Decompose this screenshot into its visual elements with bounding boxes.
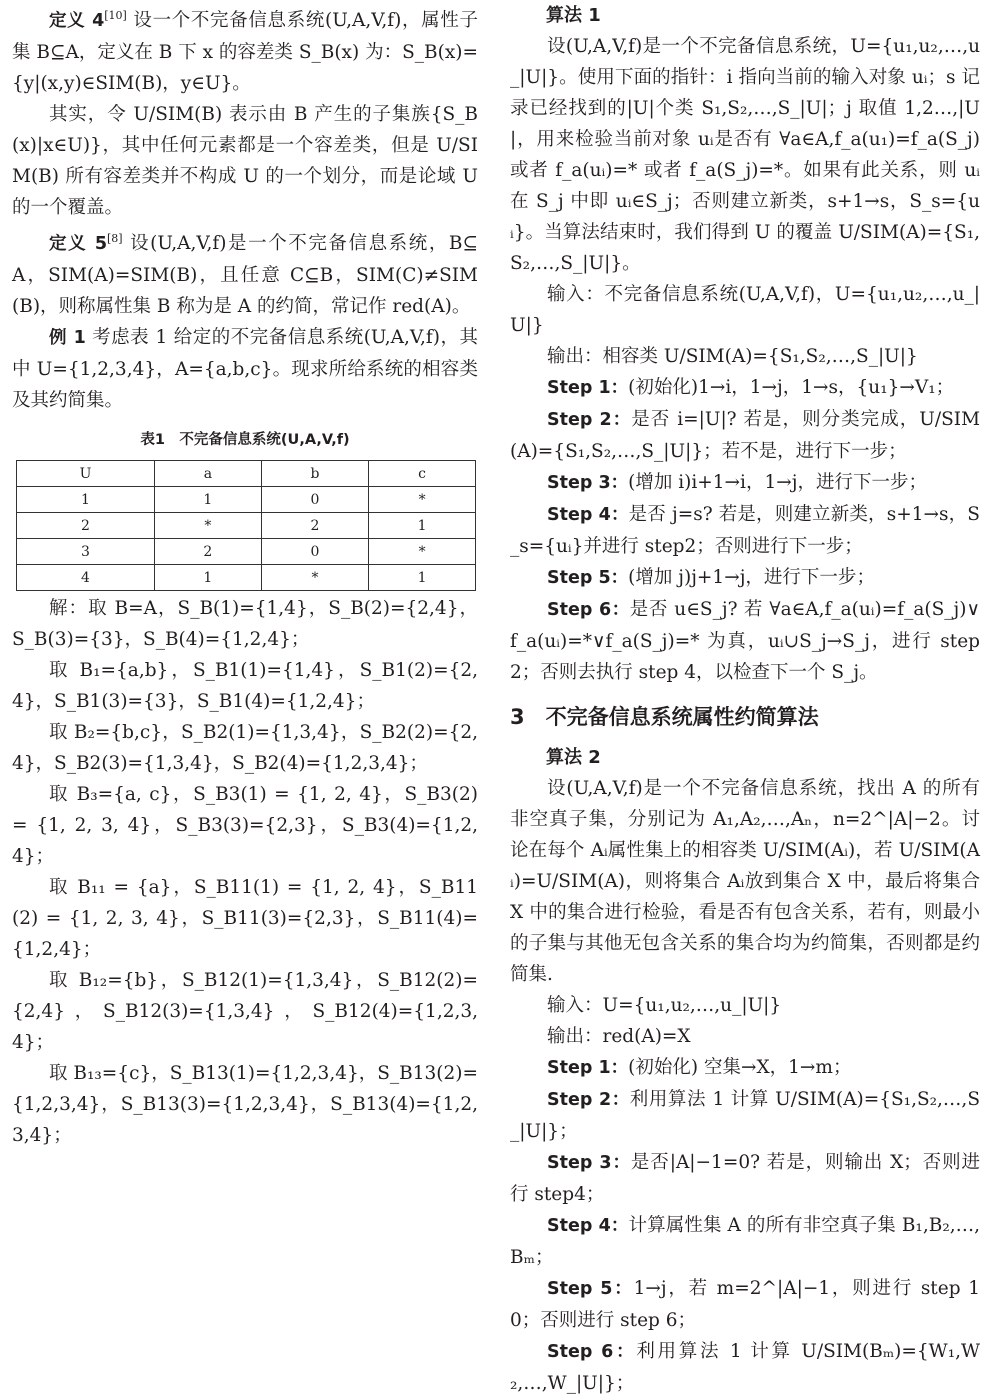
table-header: a <box>154 461 261 487</box>
algorithm-1-description: 设(U,A,V,f)是一个不完备信息系统，U={u₁,u₂,…,u_|U|}。使用下面的指针：i 指向当前的输入对象 uᵢ；s 记录已经找到的|U|个类 S₁,S₂,…,S_|U|；j 取值 1,2…,|U|，用来检验当前对象 uᵢ是否有 ∀a∈A,f_a(u₁)=f_a(S_j) 或者 f_a(uᵢ)=* 或者 f_a(S_j)=*。如果有此关系，则 uᵢ在 S_j 中即 uᵢ∈S_j；否则建立新类，s+1→s，S_s={uᵢ}。当算法结束时，我们得到 U 的覆盖 U/SIM(A)={S₁,S₂,…,S_|U|}。 <box>510 36 980 274</box>
table-row <box>17 487 476 513</box>
step-text: 是否 u∈S_j? 若 ∀a∈A,f_a(uᵢ)=f_a(S_j)∨f_a(uᵢ)=*∨f_a(S_j)=* 为真，uᵢ∪S_j→S_j，进行 step2；否则去执行 step 4，以检查下一个 S_j。 <box>510 599 980 683</box>
table-header: U <box>17 461 155 487</box>
table-cell: 4 <box>17 565 155 591</box>
table-cell: 1 <box>369 565 476 591</box>
table-cell: * <box>261 565 368 591</box>
step-text: (增加 j)j+1→j，进行下一步； <box>628 567 875 588</box>
algorithm-1-step <box>510 467 980 499</box>
step-label: Step 6： <box>547 1342 637 1362</box>
algorithm-2-description: 设(U,A,V,f)是一个不完备信息系统，找出 A 的所有非空真子集，分别记为 A₁,A₂,…,Aₙ，n=2^|A|−2。讨论在每个 Aᵢ属性集上的相容类 U/SIM(Aᵢ)，若 U/SIM(Aᵢ)=U/SIM(A)，则将集合 Aᵢ放到集合 X 中，最后将集合 X 中的集合进行检验，看是否有包含关系，若有，则最小的子集与其他无包含关系的集合均为约简集，否则都是约简集. <box>510 778 980 985</box>
table-header-row <box>17 461 476 487</box>
example-1-text: 考虑表 1 给定的不完备信息系统(U,A,V,f)，其中 U={1,2,3,4}，A={a,b,c}。现求所给系统的相容类及其约简集。 <box>12 327 478 412</box>
solution-line: 取 B₁₁ = {a}，S_B11(1) = {1, 2, 4}，S_B11(2) = {1, 2, 3, 4}，S_B11(3)={2,3}，S_B11(4)={1,2,4}； <box>12 877 478 961</box>
step-text: 是否 i=|U|? 若是，则分类完成，U/SIM(A)={S₁,S₂,…,S_|U|}；若不是，进行下一步； <box>510 409 981 462</box>
right-column <box>510 0 980 1399</box>
definition-5-text: 设(U,A,V,f)是一个不完备信息系统，B⊆A，SIM(A)=SIM(B)，且任意 C⊆B，SIM(C)≠SIM(B)，则称属性集 B 称为是 A 的约简，常记作 red(A)。 <box>12 233 478 318</box>
step-label: Step 4： <box>547 505 629 525</box>
algorithm-2-input: 输入：U={u₁,u₂,…,u_|U|} <box>547 995 782 1016</box>
solution-line: 取 B₃={a, c}，S_B3(1) = {1, 2, 4}，S_B3(2) = {1, 2, 3, 4}，S_B3(3)={2,3}，S_B3(4)={1,2,4}； <box>12 784 478 868</box>
definition-4 <box>12 0 478 99</box>
algorithm-2-step <box>510 1084 980 1147</box>
algorithm-2-step <box>510 1210 980 1273</box>
step-text: 是否 j=s? 若是，则建立新类，s+1→s，S_s={uᵢ}并进行 step2；否则进行下一步； <box>510 504 980 557</box>
algorithm-2-step <box>510 1273 980 1336</box>
table-caption: 表1 不完备信息系统(U,A,V,f) <box>140 432 350 449</box>
algorithm-1-step <box>510 372 980 404</box>
algorithm-2-output: 输出：red(A)=X <box>547 1026 691 1047</box>
table-cell: 2 <box>261 513 368 539</box>
algorithm-1-step <box>510 562 980 594</box>
step-label: Step 2： <box>547 410 632 430</box>
table-cell: 1 <box>369 513 476 539</box>
definition-5 <box>12 223 478 322</box>
algorithm-2-title: 算法 2 <box>546 747 601 768</box>
paragraph-covering: 其实，令 U/SIM(B) 表示由 B 产生的子集族{S_B(x)|x∈U)}，其中任何元素都是一个容差类，但是 U/SIM(B) 所有容差类并不构成 U 的一个划分，而是论域 U 的一个覆盖。 <box>12 104 478 219</box>
table-row <box>17 513 476 539</box>
step-text: 利用算法 1 计算 U/SIM(Bₘ)={W₁,W₂,…,W_|U|}； <box>510 1341 981 1394</box>
step-label: Step 4： <box>547 1216 629 1236</box>
algorithm-1-title: 算法 1 <box>546 5 601 26</box>
step-text: (增加 i)i+1→i，1→j，进行下一步； <box>628 472 927 493</box>
example-1 <box>12 322 478 416</box>
table-cell: * <box>369 487 476 513</box>
definition-4-text: 设一个不完备信息系统(U,A,V,f)，属性子集 B⊆A，定义在 B 下 x 的容差类 S_B(x) 为：S_B(x)={y|(x,y)∈SIM(B)，y∈U}。 <box>12 10 478 95</box>
step-label: Step 1： <box>547 1058 629 1078</box>
algorithm-1-step <box>510 404 980 467</box>
table-row <box>17 565 476 591</box>
table-cell: 2 <box>17 513 155 539</box>
table-row <box>17 539 476 565</box>
table-cell: 1 <box>154 487 261 513</box>
left-column <box>12 0 478 1151</box>
solution-line: 解：取 B=A，S_B(1)={1,4}，S_B(2)={2,4}，S_B(3)={3}，S_B(4)={1,2,4}； <box>12 598 478 651</box>
algorithm-2-step <box>510 1336 980 1399</box>
table-cell: 0 <box>261 487 368 513</box>
algorithm-2-step <box>510 1052 980 1084</box>
table-cell: 1 <box>154 565 261 591</box>
step-label: Step 3： <box>547 473 629 493</box>
definition-4-label: 定义 4 <box>49 11 105 32</box>
algorithm-2-step <box>510 1147 980 1210</box>
algorithm-1-output: 输出：相容类 U/SIM(A)={S₁,S₂,…,S_|U|} <box>547 346 918 367</box>
table-cell: * <box>154 513 261 539</box>
step-label: Step 3： <box>547 1153 631 1173</box>
table-cell: * <box>369 539 476 565</box>
incomplete-info-table <box>16 460 476 591</box>
table-cell: 3 <box>17 539 155 565</box>
algorithm-1-step <box>510 499 980 562</box>
solution-line: 取 B₁₃={c}，S_B13(1)={1,2,3,4}，S_B13(2)={1,2,3,4}，S_B13(3)={1,2,3,4}，S_B13(4)={1,2,3,4}； <box>12 1063 479 1147</box>
step-label: Step 5： <box>547 1279 634 1299</box>
solution-line: 取 B₁={a,b}，S_B1(1)={1,4}，S_B1(2)={2,4}，S_B1(3)={3}，S_B1(4)={1,2,4}； <box>12 660 478 713</box>
definition-4-ref: [10] <box>104 9 127 22</box>
table-cell: 2 <box>154 539 261 565</box>
step-label: Step 1： <box>547 378 629 398</box>
step-label: Step 2： <box>547 1090 630 1110</box>
table-cell: 1 <box>17 487 155 513</box>
algorithm-1-input: 输入：不完备信息系统(U,A,V,f)，U={u₁,u₂,…,u_|U|} <box>510 284 980 336</box>
algorithm-1-step <box>510 594 980 688</box>
step-label: Step 5： <box>547 568 629 588</box>
definition-5-label: 定义 5 <box>49 234 108 255</box>
table-header: b <box>261 461 368 487</box>
step-text: 1→j，若 m=2^|A|−1，则进行 step 10；否则进行 step 6； <box>510 1278 980 1331</box>
definition-5-ref: [8] <box>107 232 123 246</box>
example-1-label: 例 1 <box>49 328 86 349</box>
solution-line: 取 B₁₂={b}，S_B12(1)={1,3,4}，S_B12(2)={2,4}，S_B12(3)={1,3,4}，S_B12(4)={1,2,3,4}； <box>12 970 478 1054</box>
step-text: (初始化)1→i，1→j，1→s，{u₁}→V₁； <box>628 377 955 398</box>
step-text: 是否|A|−1=0? 若是，则输出 X；否则进行 step4； <box>510 1152 980 1205</box>
solution-line: 取 B₂={b,c}，S_B2(1)={1,3,4}，S_B2(2)={2,4}，S_B2(3)={1,3,4}，S_B2(4)={1,2,3,4}； <box>12 722 478 775</box>
step-text: (初始化) 空集→X，1→m； <box>628 1057 852 1078</box>
section-heading: 3 不完备信息系统属性约简算法 <box>510 705 819 729</box>
step-text: 计算属性集 A 的所有非空真子集 B₁,B₂,…,Bₘ； <box>510 1215 980 1268</box>
table-header: c <box>369 461 476 487</box>
step-text: 利用算法 1 计算 U/SIM(A)={S₁,S₂,…,S_|U|}； <box>510 1089 980 1142</box>
step-label: Step 6： <box>547 600 630 620</box>
table-cell: 0 <box>261 539 368 565</box>
